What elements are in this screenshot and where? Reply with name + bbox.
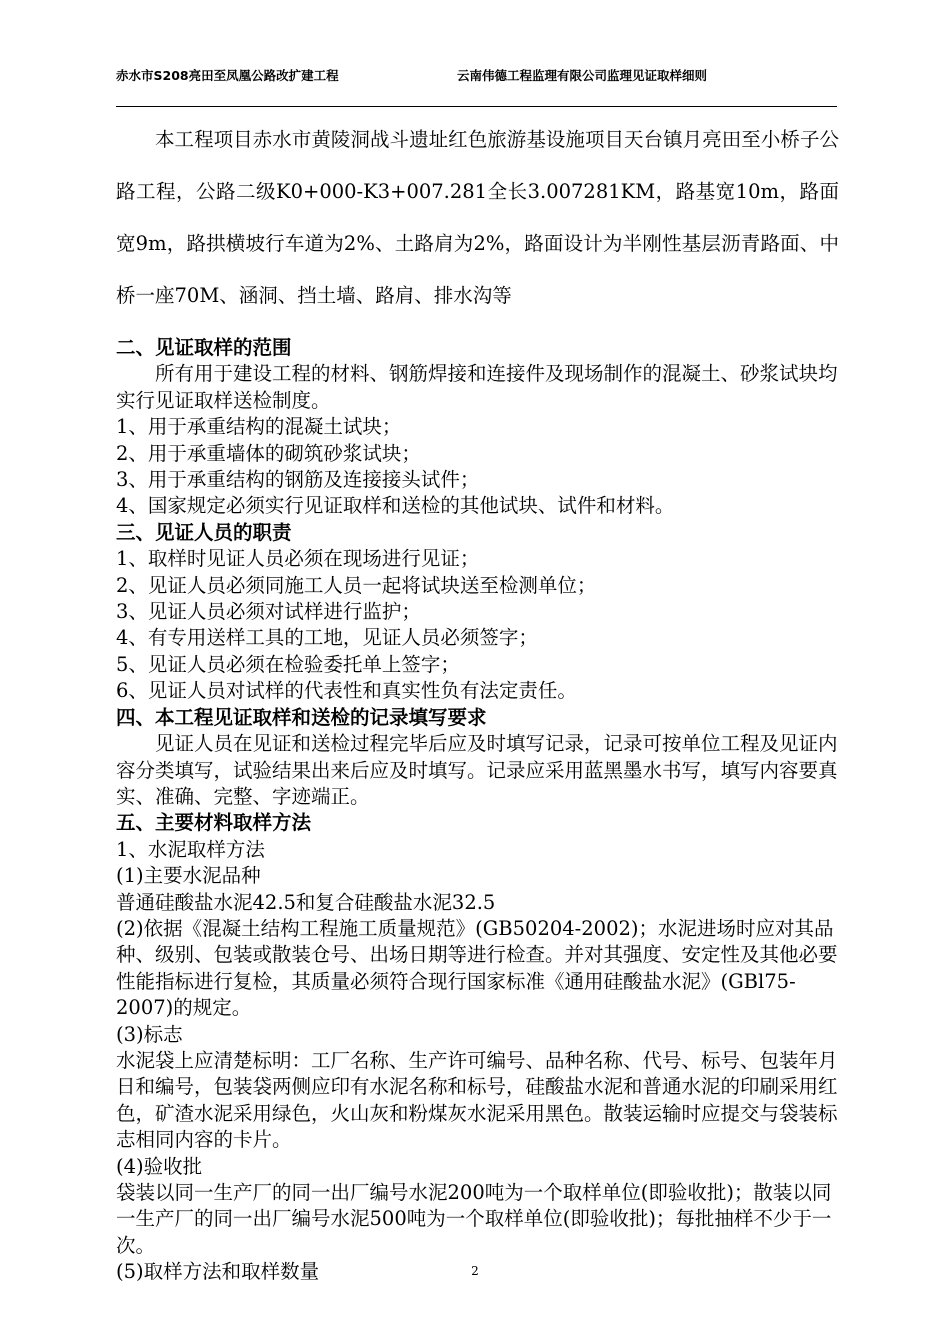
section-3-item: 3、见证人员必须对试样进行监护；	[116, 600, 421, 624]
section-5-line: (3)标志	[116, 1022, 183, 1046]
intro-section	[116, 114, 839, 322]
main-sections	[116, 335, 839, 1286]
header-document-title: 云南伟德工程监理有限公司监理见证取样细则	[457, 68, 708, 83]
section-2-item: 1、用于承重结构的混凝土试块；	[116, 415, 402, 439]
section-5-heading: 五、主要材料取样方法	[116, 811, 312, 835]
section-5-line: (2)依据《混凝土结构工程施工质量规范》(GB50204-2002)；水泥进场时应对其品种、级别、包装或散装仓号、出场日期等进行检查。并对其强度、安定性及其他必要性能指标进行复检，其质量必须符合现行国家标准《通用硅酸盐水泥》(GBl75-2007)的规定。	[116, 916, 838, 1020]
section-5-line: 普通硅酸盐水泥42.5和复合硅酸盐水泥32.5	[116, 890, 496, 914]
section-2-paragraph: 所有用于建设工程的材料、钢筋焊接和连接件及现场制作的混凝土、砂浆试块均实行见证取样送检制度。	[116, 362, 838, 412]
section-5-line: 水泥袋上应清楚标明：工厂名称、生产许可编号、品种名称、代号、标号、包装年月日和编号，包装袋两侧应印有水泥名称和标号，硅酸盐水泥和普通水泥的印刷采用红色，矿渣水泥采用绿色，火山灰和粉煤灰水泥采用黑色。散装运输时应提交与袋装标志相同内容的卡片。	[116, 1048, 838, 1152]
section-4-paragraph: 见证人员在见证和送检过程完毕后应及时填写记录，记录可按单位工程及见证内容分类填写，试验结果出来后应及时填写。记录应采用蓝黑墨水书写，填写内容要真实、准确、完整、字迹端正。	[116, 732, 838, 808]
section-2-item: 3、用于承重结构的钢筋及连接接头试件；	[116, 468, 480, 492]
section-3-item: 5、见证人员必须在检验委托单上签字；	[116, 652, 460, 676]
section-3-item: 1、取样时见证人员必须在现场进行见证；	[116, 547, 480, 571]
section-3-heading: 三、见证人员的职责	[116, 520, 292, 544]
header-project-name: 赤水市S208亮田至凤凰公路改扩建工程	[116, 68, 339, 83]
section-2-item: 2、用于承重墙体的砌筑砂浆试块；	[116, 441, 421, 465]
section-3-item: 4、有专用送样工具的工地，见证人员必须签字；	[116, 626, 538, 650]
section-4-heading: 四、本工程见证取样和送检的记录填写要求	[116, 705, 487, 729]
page-number: 2	[471, 1264, 479, 1278]
section-5-line: 1、水泥取样方法	[116, 837, 265, 861]
section-3-item: 2、见证人员必须同施工人员一起将试块送至检测单位；	[116, 573, 597, 597]
section-5-line: (5)取样方法和取样数量	[116, 1260, 320, 1284]
section-5-line: (1)主要水泥品种	[116, 864, 261, 888]
page-header	[116, 66, 836, 86]
section-5-line: (4)验收批	[116, 1154, 203, 1178]
section-3-item: 6、见证人员对试样的代表性和真实性负有法定责任。	[116, 679, 577, 703]
intro-paragraph: 本工程项目赤水市黄陵洞战斗遗址红色旅游基设施项目天台镇月亮田至小桥子公路工程，公路二级K0+000-K3+007.281全长3.007281KM，路基宽10m，路面宽9m，路拱横坡行车道为2%、土路肩为2%，路面设计为半刚性基层沥青路面、中桥一座70M、涵洞、挡土墙、路肩、排水沟等	[116, 128, 839, 307]
document-body	[116, 114, 839, 1286]
section-2-heading: 二、见证取样的范围	[116, 336, 292, 359]
section-5-line: 袋装以同一生产厂的同一出厂编号水泥200吨为一个取样单位(即验收批)；散装以同一生产厂的同一出厂编号水泥500吨为一个取样单位(即验收批)；每批抽样不少于一次。	[116, 1181, 832, 1257]
header-rule	[116, 106, 837, 107]
section-2-item: 4、国家规定必须实行见证取样和送检的其他试块、试件和材料。	[116, 494, 675, 518]
